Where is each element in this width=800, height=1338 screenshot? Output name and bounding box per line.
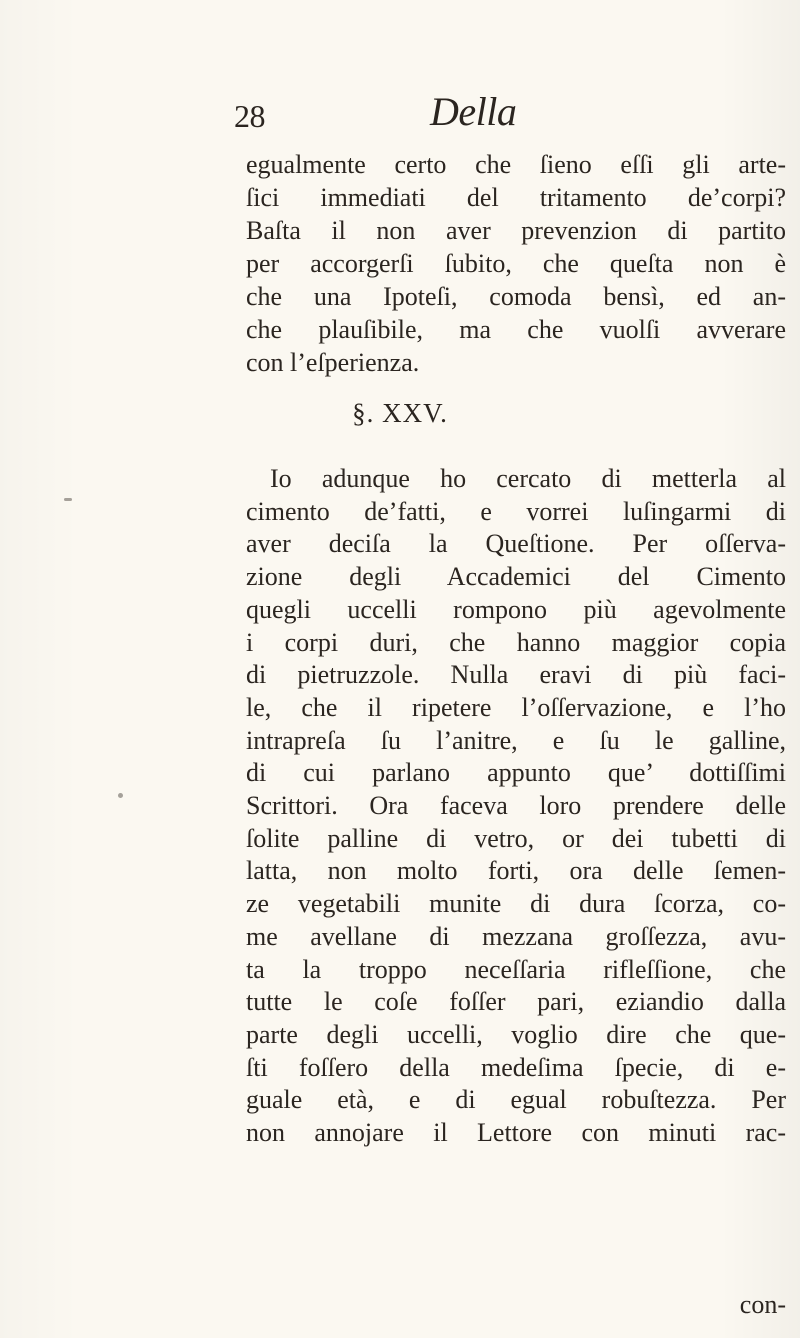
text-line: intrapreſa ſu l’anitre, e ſu le galline, [246,725,786,755]
text-line: ſici immediati del tritamento de’corpi? [246,183,786,212]
text-line: egualmente certo che ſieno eſſi gli arte- [246,150,786,179]
text-line: me avellane di mezzana groſſezza, avu- [246,921,786,951]
text-line: guale età, e di egual robuſtezza. Per [246,1085,786,1115]
text-line: con l’eſperienza. [246,348,420,377]
text-line: tutte le coſe foſſer pari, eziandio dalla [246,987,786,1017]
text-line: ſti foſſero della medeſima ſpecie, di e- [246,1052,786,1082]
ink-speck [118,793,123,798]
paragraph-1 [246,148,786,379]
text-line: ſolite palline di vetro, or dei tubetti di [246,823,786,853]
page-number: 28 [234,98,265,134]
text-line: le, che il ripetere l’oſſervazione, e l’ho [246,692,786,722]
text-line: che una Ipoteſi, comoda bensì, ed an- [246,282,786,311]
text-line: Io adunque ho cercato di metterla al [270,464,786,493]
catchword: con- [739,1290,786,1319]
text-line: zione degli Accademici del Cimento [246,562,786,592]
text-line: i corpi duri, che hanno maggior copia [246,627,786,657]
text-line: Baſta il non aver prevenzion di partito [246,216,786,245]
page-header [0,89,800,140]
text-line: latta, non molto forti, ora delle ſemen- [246,856,786,886]
running-head: Della [430,89,517,134]
text-line: Scrittori. Ora faceva loro prendere delle [246,791,786,821]
text-line: ze vegetabili munite di dura ſcorza, co- [246,889,786,919]
text-line: aver deciſa la Queſtione. Per oſſerva- [246,529,786,559]
ink-speck [64,498,72,501]
text-line: per accorgerſi ſubito, che queſta non è [246,249,786,278]
paragraph-2 [246,463,786,1150]
text-line: non annojare il Lettore con minuti rac- [246,1118,786,1148]
text-line: quegli uccelli rompono più agevolmente [246,594,786,624]
text-line: cimento de’fatti, e vorrei luſingarmi di [246,496,786,526]
text-line: di pietruzzole. Nulla eravi di più faci- [246,660,786,690]
text-line: ta la troppo neceſſaria rifleſſione, che [246,954,786,984]
text-line: che plauſibile, ma che vuolſi avverare [246,315,786,344]
text-line: parte degli uccelli, voglio dire che que- [246,1019,786,1049]
section-heading: §. XXV. [352,398,448,428]
text-line: di cui parlano appunto que’ dottiſſimi [246,758,786,788]
